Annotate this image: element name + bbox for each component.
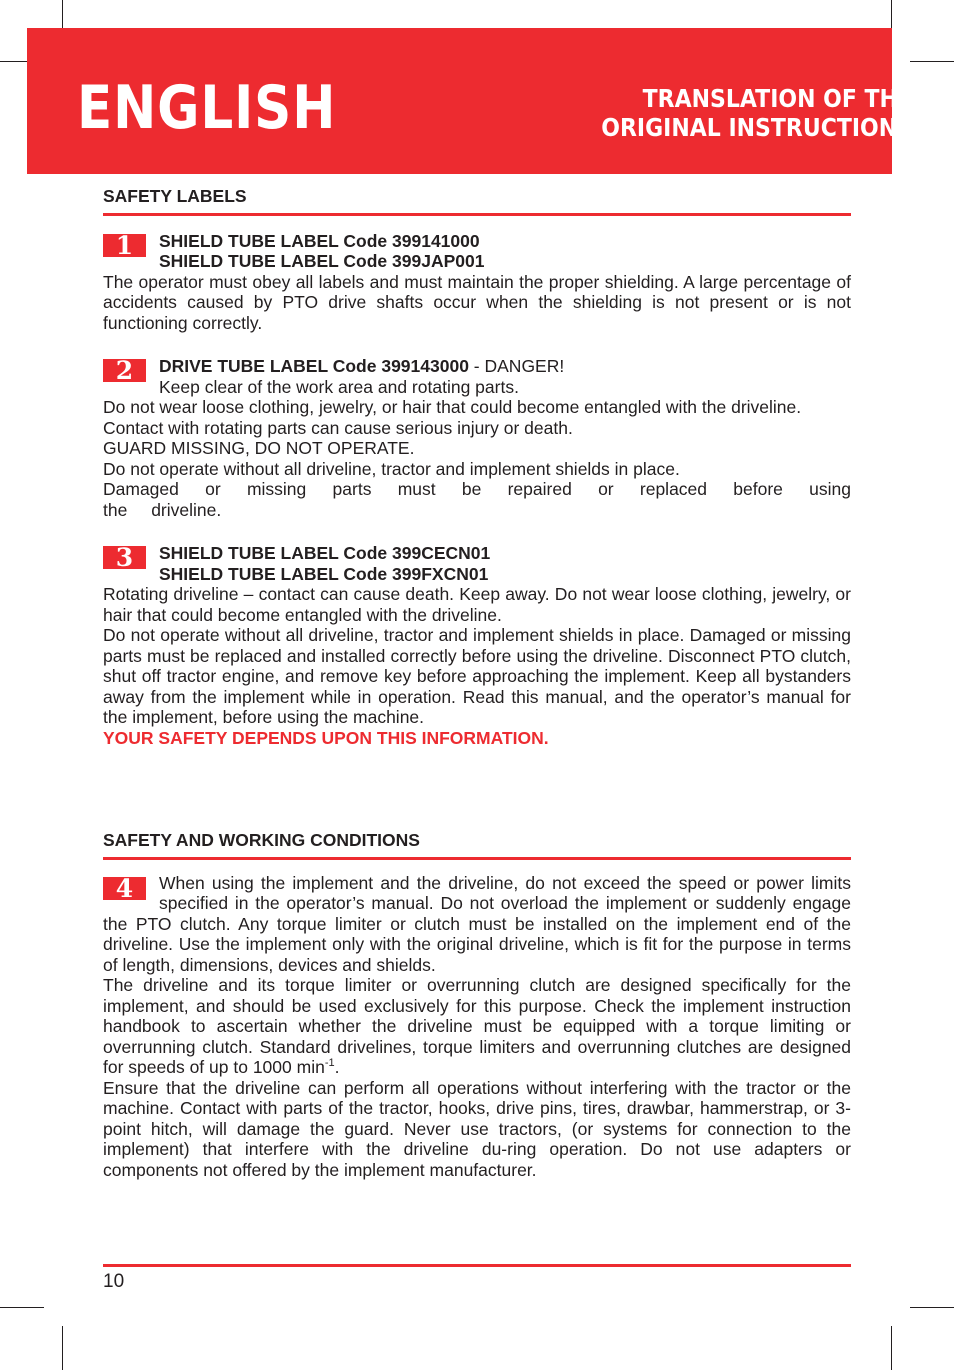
unit-exponent: -1: [324, 1057, 335, 1070]
conditions-paragraph: Ensure that the driveline can perform all operations without interfering with the tractor or the machine. Contact with parts of the tractor, hooks, drive pins, tires, drawbar, hammerstrap, or 3-point hitch, will damage the guard. Never use tractors, (or systems for connection to the implement) that interfere with the driveline du-ring operation. Do not use adapters or components not offered by the implement manufacturer.: [103, 1077, 851, 1180]
crop-mark: [910, 1307, 954, 1308]
section-title-safety-labels: SAFETY LABELS: [103, 186, 851, 216]
safety-warning: YOUR SAFETY DEPENDS UPON THIS INFORMATION.: [103, 727, 549, 748]
label-heading-line: [103, 356, 851, 377]
footer-rule: [103, 1264, 851, 1267]
label-description: Do not operate without all driveline, tractor and implement shields in place. Damaged or missing parts must be replaced and installed correctly before using the driveline. Disconnect PTO clutch, shut off tractor engine, and remove key before approaching the implement. Keep all bystanders away from the implement while in operation. Read this manual, and the operator’s manual for the implement, before using the machine.: [103, 625, 851, 727]
label-heading: SHIELD TUBE LABEL Code 399JAP001: [159, 251, 485, 271]
label-heading: SHIELD TUBE LABEL Code 399CECN01: [159, 543, 491, 563]
label-text-line: Do not wear loose clothing, jewelry, or hair that could become entangled with the driveline.: [103, 397, 802, 417]
item-number-badge: 4: [103, 877, 146, 900]
translation-line-2: ORIGINAL INSTRUCTIONS: [601, 113, 913, 142]
label-heading-suffix: - DANGER!: [468, 356, 565, 376]
item-number-badge: 3: [103, 546, 146, 569]
conditions-paragraph: [103, 975, 851, 1078]
label-item-1: [103, 231, 851, 334]
main-content: [103, 186, 851, 1180]
label-heading: SHIELD TUBE LABEL Code 399FXCN01: [159, 563, 489, 584]
item-number-badge: 2: [103, 359, 146, 382]
conditions-item-4: [103, 873, 851, 1181]
conditions-text-end: .: [334, 1057, 340, 1077]
item-number-badge: 1: [103, 234, 146, 257]
label-text-line: Contact with rotating parts can cause serious injury or death.: [103, 417, 573, 438]
label-heading: DRIVE TUBE LABEL Code 399143000: [159, 356, 469, 376]
label-heading: SHIELD TUBE LABEL Code 399141000: [159, 230, 480, 251]
page-number: 10: [103, 1271, 125, 1292]
language-title: ENGLISH: [77, 73, 337, 143]
section-title-working-conditions: SAFETY AND WORKING CONDITIONS: [103, 830, 851, 860]
conditions-paragraph: When using the implement and the driveline, do not exceed the speed or power limits specified in the operator’s manual. Do not overload the implement or suddenly engage the PTO clutch. Any torque limiter or clutch must be installed on the implement end of the driveline. Use the implement only with the original driveline, which is fit for the purpose in terms of length, dimensions, devices and shields.: [103, 872, 851, 975]
crop-mark: [910, 61, 954, 62]
label-text-line: GUARD MISSING, DO NOT OPERATE.: [103, 438, 415, 458]
crop-mark: [0, 1307, 44, 1308]
conditions-text: The driveline and its torque limiter or overrunning clutch are designed specifically for the implement, and should be used exclusively for this purpose. Check the implement instruction handbook to ascertain whether the driveline must be equipped with a torque limiting or overrunning clutch. Standard drivelines, torque limiters and overrunning clutches are designed for speeds of up to 1000 min: [103, 975, 851, 1077]
label-text-line: Do not operate without all driveline, tractor and implement shields in place.: [103, 458, 680, 479]
crop-mark: [62, 1326, 63, 1370]
translation-note: [561, 84, 913, 142]
translation-line-1: TRANSLATION OF THE: [642, 84, 913, 113]
label-text-line: Damaged or missing parts must be repaired or replaced before using the driveline.: [103, 479, 851, 520]
label-description: Rotating driveline – contact can cause death. Keep away. Do not wear loose clothing, jewelry, or hair that could become entangled with the driveline.: [103, 584, 851, 625]
label-text-line: Keep clear of the work area and rotating parts.: [159, 376, 519, 397]
crop-mark: [891, 1326, 892, 1370]
label-item-2: [103, 356, 851, 520]
label-item-3: [103, 543, 851, 748]
label-description: The operator must obey all labels and must maintain the proper shielding. A large percentage of accidents caused by PTO drive shafts occur when the shielding is not present or is not functioning correctly.: [103, 271, 851, 333]
